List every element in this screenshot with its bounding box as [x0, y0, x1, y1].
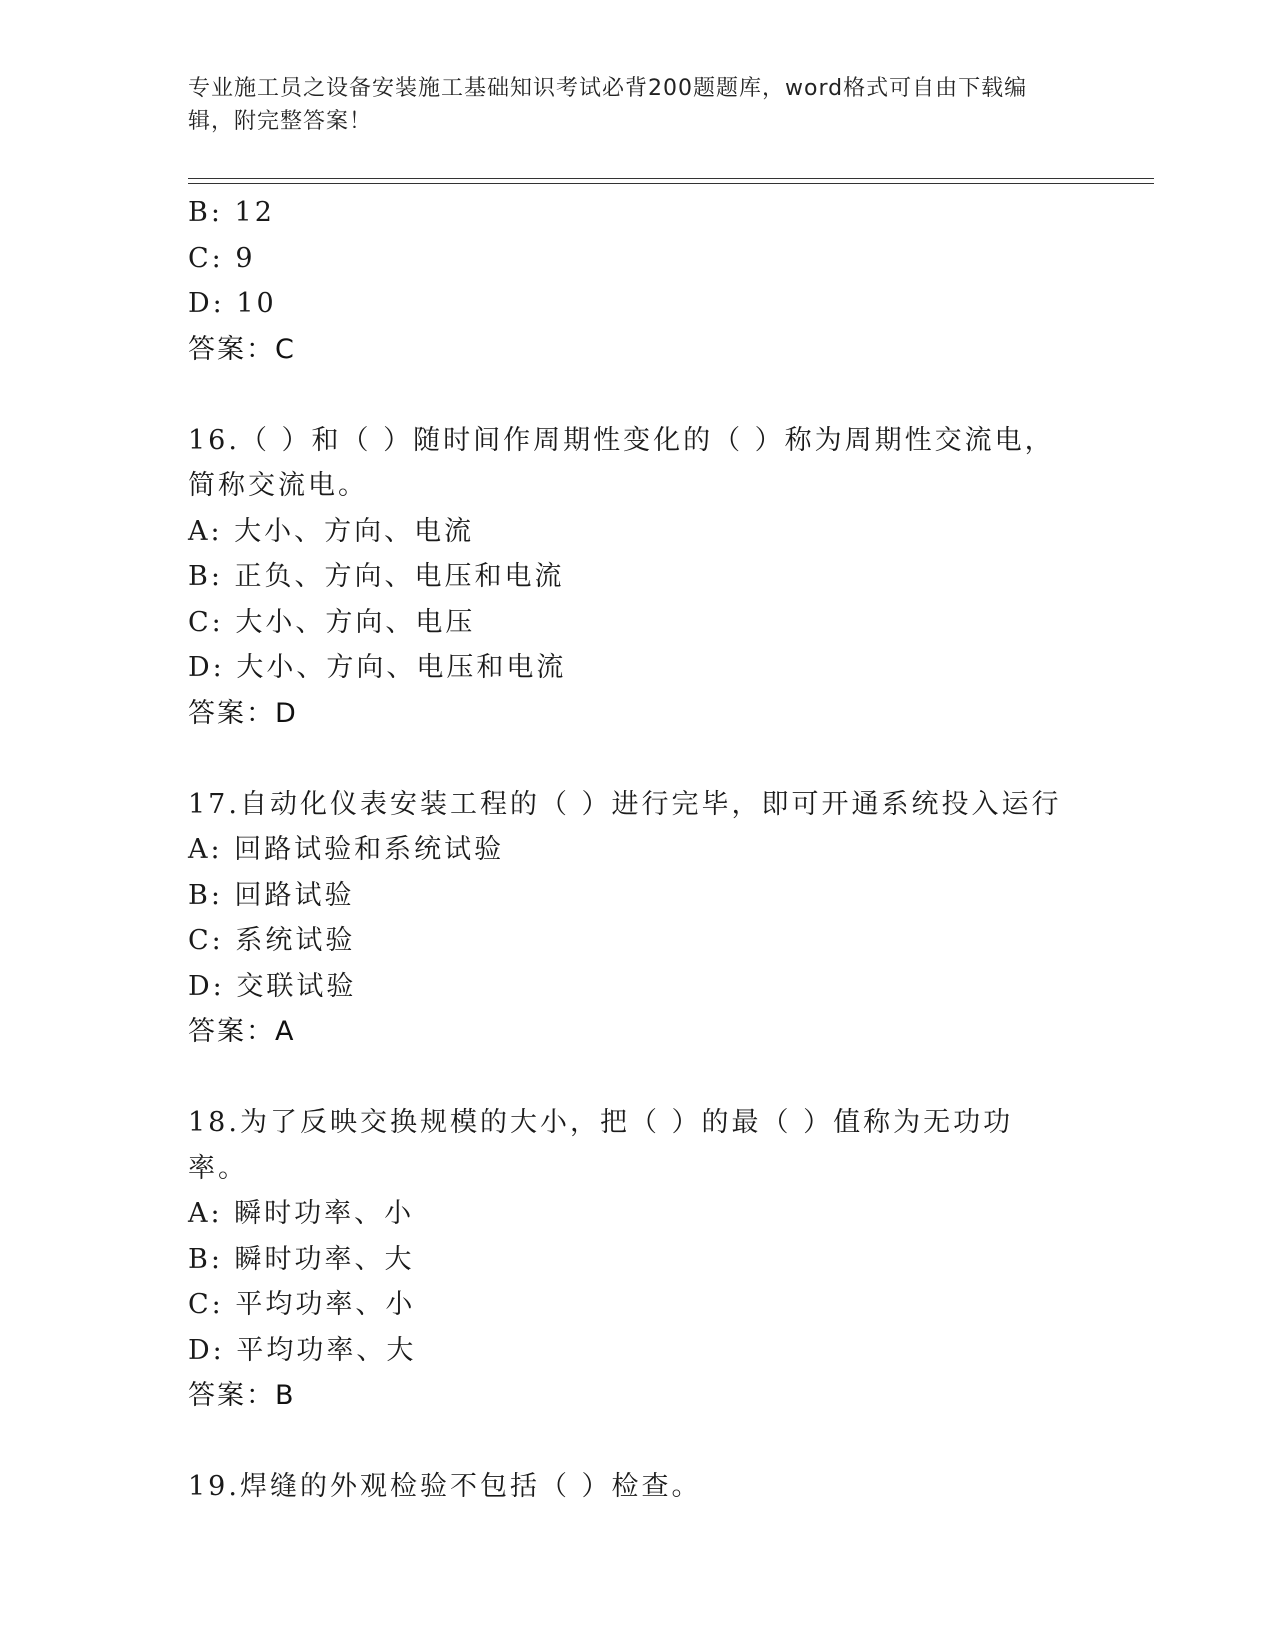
question-stem: 16.（ ）和（ ）随时间作周期性变化的（ ）称为周期性交流电，简称交流电。: [188, 424, 1055, 501]
option-b: B: 正负、方向、电压和电流: [188, 561, 565, 592]
answer: 答案：B: [188, 1380, 296, 1411]
header-divider-top: [188, 178, 1154, 179]
question-15-continuation: [188, 190, 1088, 372]
option-c: C: 系统试验: [188, 925, 356, 956]
question-stem: 18.为了反映交换规模的大小，把（ ）的最（ ）值称为无功功率。: [188, 1107, 1014, 1184]
option-b: B: 回路试验: [188, 879, 355, 911]
option-a: A: 大小、方向、电流: [188, 515, 475, 547]
question-18: [188, 1100, 1088, 1419]
option-a: A: 回路试验和系统试验: [188, 834, 505, 865]
option-d: D: 交联试验: [188, 970, 357, 1002]
document-header: [188, 72, 1068, 138]
option-d: D: 10: [188, 288, 277, 319]
document-body: [188, 190, 1088, 1510]
question-16: [188, 418, 1088, 737]
question-stem: 19.焊缝的外观检验不包括（ ）检查。: [188, 1471, 702, 1502]
header-divider-bottom: [188, 183, 1154, 184]
option-b: B: 瞬时功率、大: [188, 1243, 415, 1275]
option-d: D: 平均功率、大: [188, 1334, 417, 1366]
option-d: D: 大小、方向、电压和电流: [188, 652, 567, 683]
answer: 答案：D: [188, 697, 298, 729]
question-stem: 17.自动化仪表安装工程的（ ）进行完毕，即可开通系统投入运行: [188, 788, 1062, 820]
option-c: C: 平均功率、小: [188, 1289, 416, 1320]
question-17: [188, 782, 1088, 1055]
option-a: A: 瞬时功率、小: [188, 1198, 415, 1229]
answer: 答案：C: [188, 333, 296, 365]
question-19: [188, 1464, 1088, 1510]
option-c: C: 9: [188, 242, 256, 274]
answer: 答案：A: [188, 1016, 296, 1047]
option-b: B: 12: [188, 197, 275, 228]
option-c: C: 大小、方向、电压: [188, 606, 476, 638]
document-header-title: 专业施工员之设备安装施工基础知识考试必背200题题库，word格式可自由下载编辑，附完整答案！: [188, 76, 1028, 134]
